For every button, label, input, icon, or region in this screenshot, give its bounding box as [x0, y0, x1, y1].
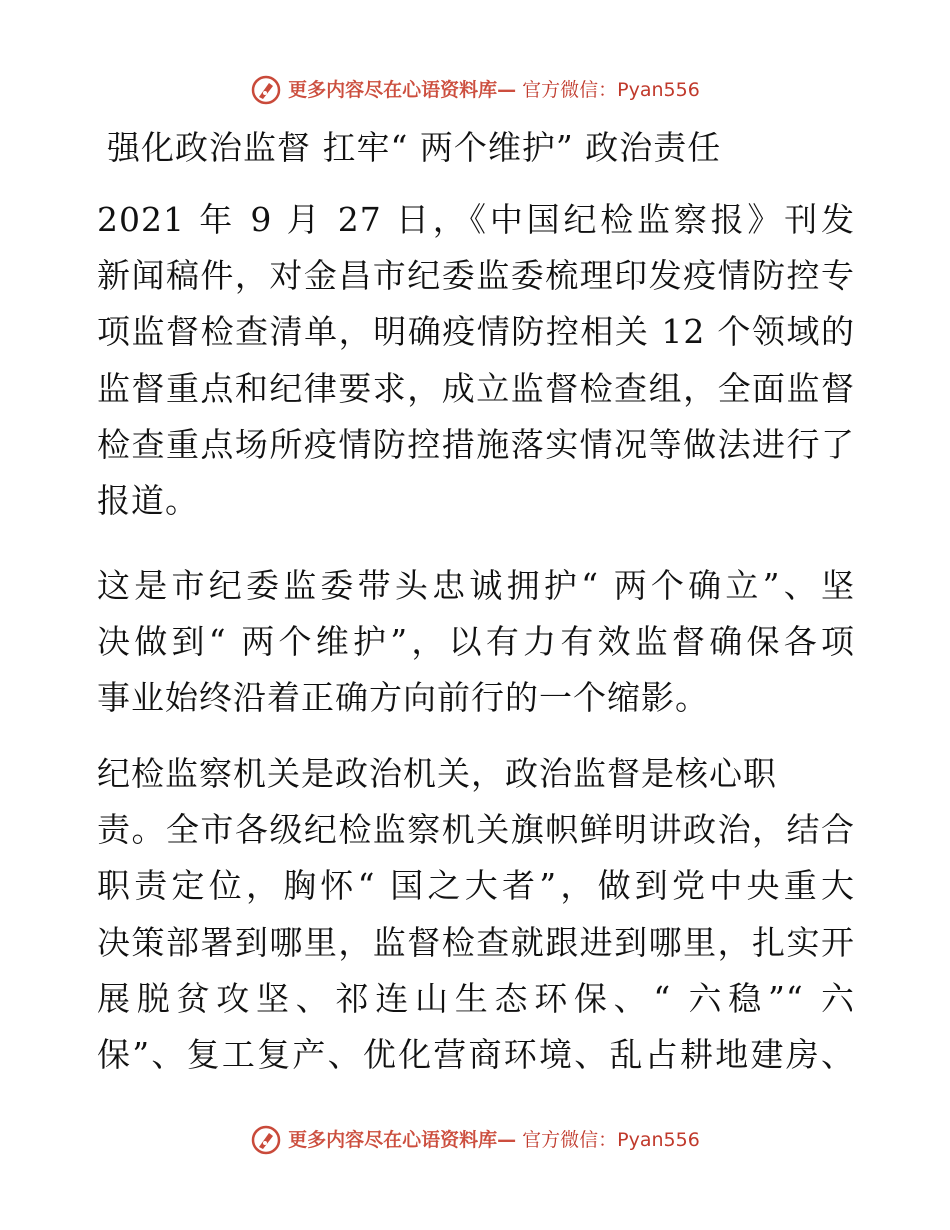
- text-line: 决策部署到哪里，监督检查就跟进到哪里，扎实开: [97, 922, 855, 962]
- paragraph-3: [97, 746, 855, 1083]
- paragraph-2: [97, 558, 855, 727]
- document-title: 强化政治监督 扛牢“ 两个维护” 政治责任: [107, 128, 722, 167]
- pen-nib-circle-icon: [250, 74, 282, 106]
- text-line: 责。全市各级纪检监察机关旗帜鲜明讲政治，结合: [97, 810, 855, 850]
- header-watermark: [0, 70, 950, 110]
- watermark-contact: 官方微信：Pyan556: [522, 79, 700, 101]
- watermark-contact: 官方微信：Pyan556: [522, 1129, 700, 1151]
- paragraph-1: [97, 192, 855, 529]
- text-line: 检查重点场所疫情防控措施落实情况等做法进行了: [97, 424, 855, 464]
- text-line: 职责定位，胸怀“ 国之大者”，做到党中央重大: [97, 866, 855, 906]
- text-line: 决做到“ 两个维护”，以有力有效监督确保各项: [97, 622, 855, 662]
- text-line: 2021 年 9 月 27 日，《中国纪检监察报》刊发: [97, 200, 855, 239]
- text-line: 新闻稿件，对金昌市纪委监委梳理印发疫情防控专: [97, 256, 855, 296]
- watermark-text: 更多内容尽在心语资料库—: [288, 79, 517, 101]
- text-line: 报道。: [97, 481, 199, 521]
- text-line: 保”、复工复产、优化营商环境、乱占耕地建房、: [97, 1035, 855, 1075]
- text-line: 纪检监察机关是政治机关，政治监督是核心职: [97, 754, 777, 793]
- text-line: 事业始终沿着正确方向前行的一个缩影。: [97, 678, 709, 718]
- text-line: 项监督检查清单，明确疫情防控相关 12 个领域的: [97, 312, 855, 352]
- watermark-text: 更多内容尽在心语资料库—: [288, 1129, 517, 1151]
- text-line: 监督重点和纪律要求，成立监督检查组，全面监督: [97, 368, 855, 408]
- pen-nib-circle-icon: [250, 1124, 282, 1156]
- text-line: 展脱贫攻坚、祁连山生态环保、“ 六稳”“ 六: [97, 978, 855, 1018]
- text-line: 这是市纪委监委带头忠诚拥护“ 两个确立”、坚: [97, 566, 855, 605]
- footer-watermark: [0, 1120, 950, 1160]
